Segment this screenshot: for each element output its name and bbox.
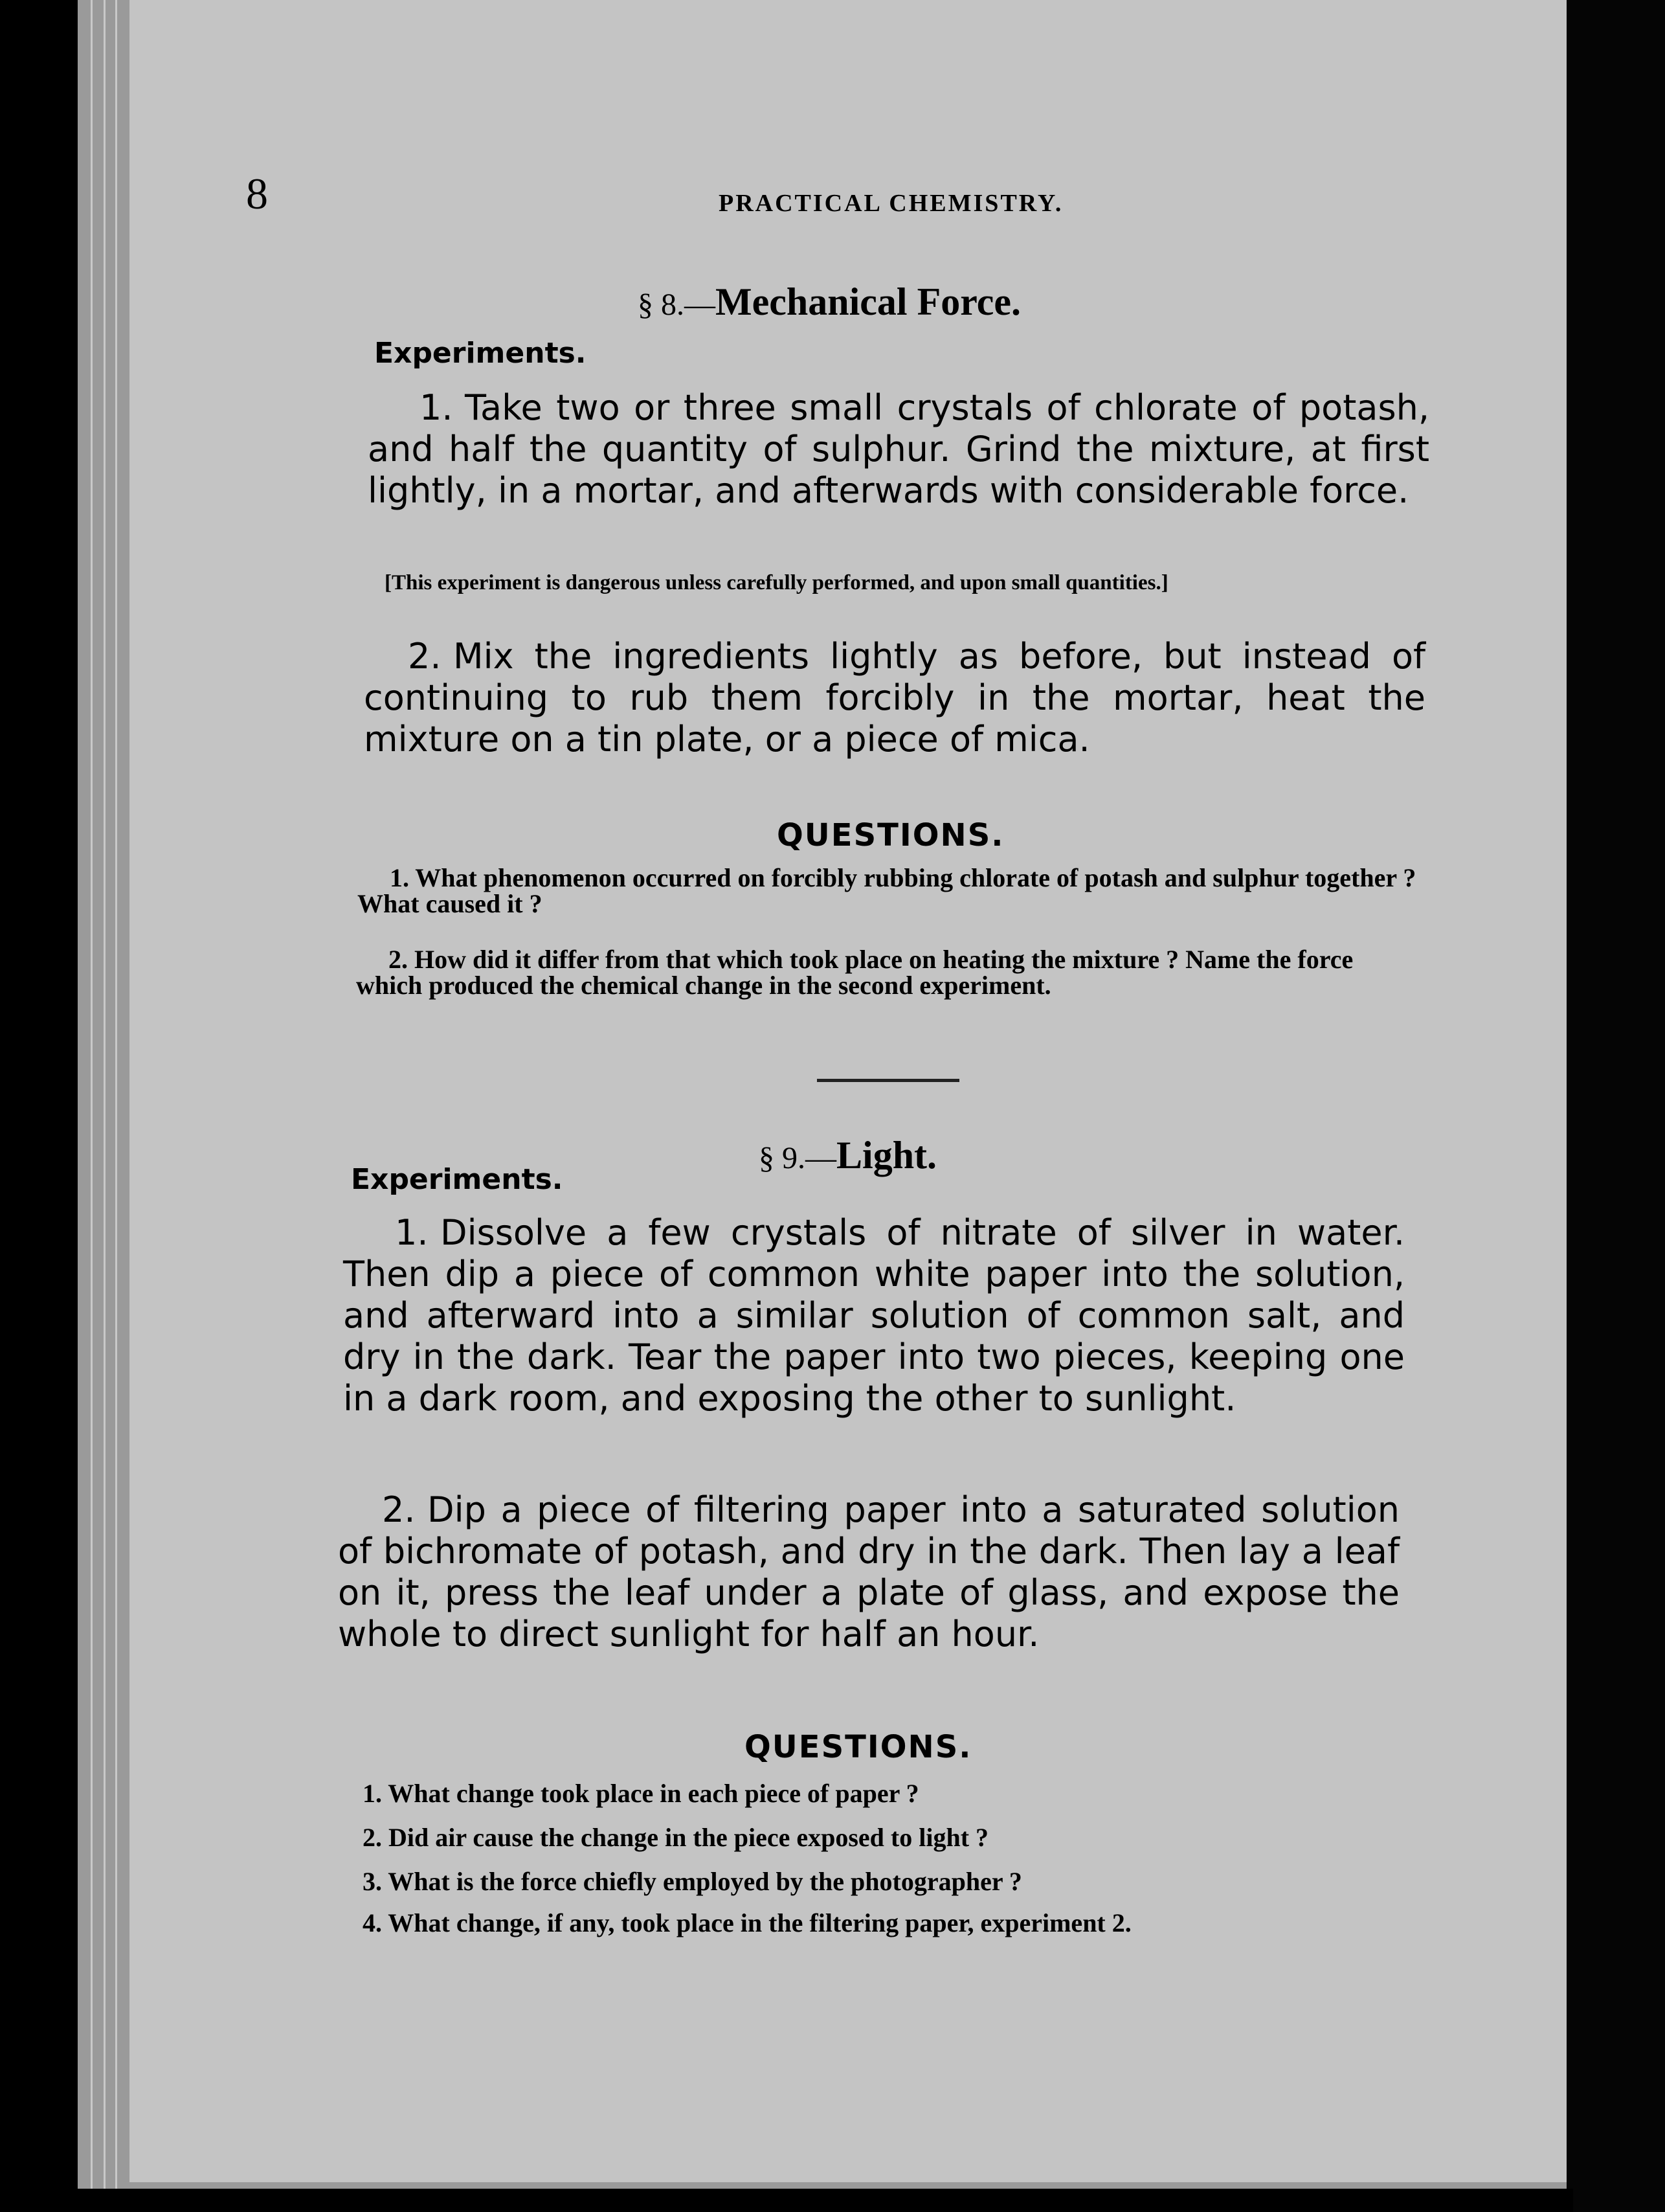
section-9-experiments-label: Experiments.	[351, 1163, 563, 1196]
facing-page-shadow	[1567, 0, 1665, 2212]
section-8-symbol: § 8.—	[638, 288, 715, 322]
experiment-number: 1.	[395, 1212, 429, 1253]
section-9-experiment-1	[343, 1212, 1405, 1419]
section-9-symbol: § 9.—	[759, 1141, 836, 1175]
section-9-question-2: 2. Did air cause the change in the piece exposed to light ?	[363, 1823, 989, 1852]
section-9-questions-heading: QUESTIONS.	[744, 1729, 972, 1765]
section-8-experiment-1	[368, 387, 1429, 512]
section-9-question-1: 1. What change took place in each piece of paper ?	[363, 1779, 919, 1808]
section-divider	[817, 1079, 959, 1082]
bottom-shadow	[78, 2189, 1573, 2212]
section-8-experiments-label: Experiments.	[374, 337, 587, 370]
section-8-heading	[638, 280, 1021, 324]
experiment-text: Take two or three small crystals of chlorate of potash, and half the quantity of sulphur. Grind the mixture, at first lightly, in a mortar, and afterwards with considerable force.	[368, 387, 1429, 511]
section-8-caution-note: [This experiment is dangerous unless carefully performed, and upon small quantities.]	[385, 571, 1168, 594]
book-page	[129, 0, 1573, 2182]
experiment-number: 2.	[408, 636, 441, 677]
experiment-text: Mix the ingredients lightly as before, but instead of continuing to rub them forcibly in the mortar, heat the mixture on a tin plate, or a piece of mica.	[364, 636, 1425, 760]
section-9-title: Light.	[836, 1134, 937, 1177]
section-8-experiment-2	[364, 636, 1425, 760]
section-8-title: Mechanical Force.	[715, 280, 1022, 323]
running-title: PRACTICAL CHEMISTRY.	[719, 190, 1064, 217]
section-9-heading	[759, 1133, 937, 1178]
experiment-text: Dip a piece of filtering paper into a saturated solution of bichromate of potash, and dry in the dark. Then lay a leaf on it, press the leaf under a plate of glass, and expose the whole to direct sunlight for half an hour.	[338, 1489, 1400, 1654]
experiment-number: 1.	[419, 387, 453, 428]
section-8-question-2: 2. How did it differ from that which took place on heating the mixture ? Name the force which produced the chemical change in the second experiment.	[356, 945, 1354, 1000]
experiment-text: Dissolve a few crystals of nitrate of silver in water. Then dip a piece of common white paper into the solution, and afterward into a similar solution of common salt, and dry in the dark. Tear the paper into two pieces, keeping one in a dark room, and exposing the other to sunlight.	[343, 1212, 1405, 1419]
section-8-question-1: 1. What phenomenon occurred on forcibly rubbing chlorate of potash and sulphur together ? What caused it ?	[357, 863, 1416, 918]
section-9-question-3: 3. What is the force chiefly employed by the photographer ?	[363, 1867, 1022, 1896]
experiment-number: 2.	[382, 1489, 416, 1530]
section-9-experiment-2	[338, 1489, 1400, 1655]
section-8-questions-heading: QUESTIONS.	[777, 817, 1005, 853]
page-number: 8	[246, 169, 268, 218]
section-9-question-4: 4. What change, if any, took place in the filtering paper, experiment 2.	[363, 1908, 1132, 1937]
